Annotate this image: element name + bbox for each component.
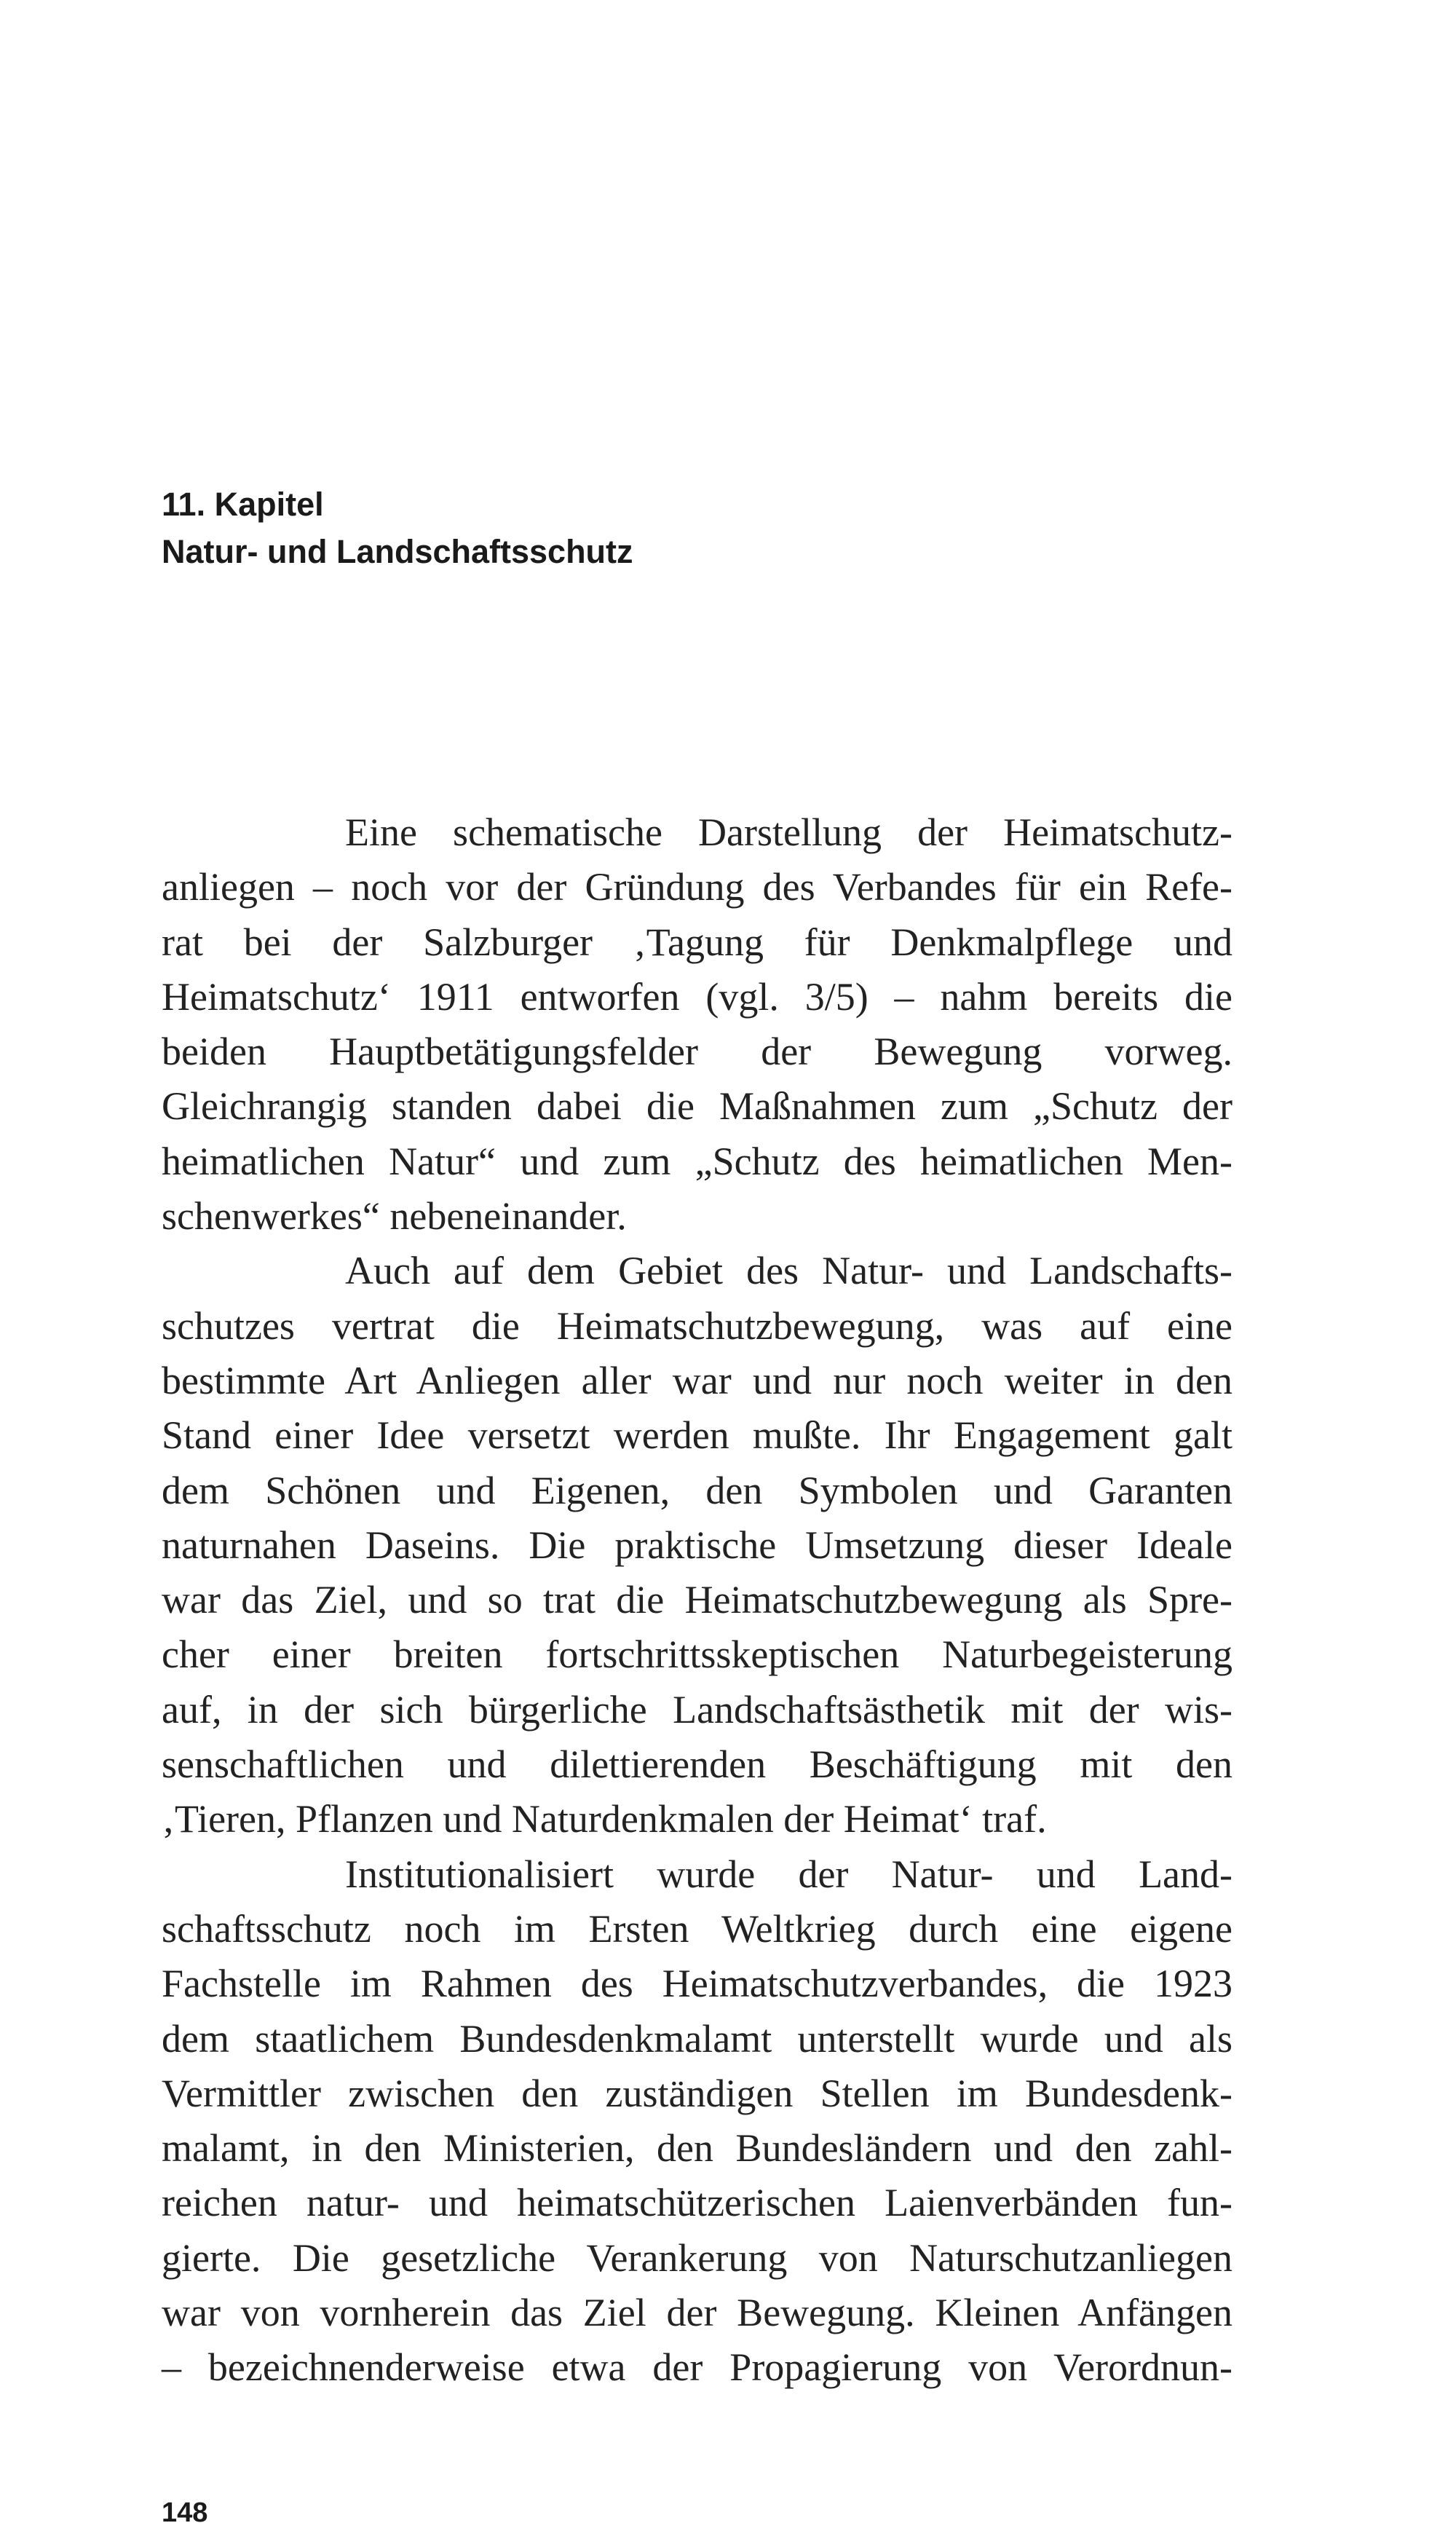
text-line: naturnahen Daseins. Die praktische Umsetzung dieser Ideale (162, 1523, 1233, 1567)
text-line: schutzes vertrat die Heimatschutzbewegung, was auf eine (162, 1303, 1233, 1348)
text-line: war von vornherein das Ziel der Bewegung. Kleinen Anfängen (162, 2291, 1233, 2335)
text-line: Stand einer Idee versetzt werden mußte. Ihr Engagement galt (162, 1413, 1233, 1458)
text-line: – bezeichnenderweise etwa der Propagierung von Verordnun- (162, 2345, 1233, 2390)
text-line: Gleichrangig standen dabei die Maßnahmen zum „Schutz der (162, 1084, 1233, 1129)
chapter-title: Natur- und Landschaftsschutz (162, 533, 633, 570)
text-line: gierte. Die gesetzliche Verankerung von Naturschutzanliegen (162, 2235, 1233, 2280)
text-line: Heimatschutz‘ 1911 entworfen (vgl. 3/5) – nahm bereits die (162, 974, 1233, 1019)
text-line: senschaftlichen und dilettierenden Beschäftigung mit den (162, 1742, 1233, 1787)
text-line: auf, in der sich bürgerliche Landschaftsästhetik mit der wis- (162, 1687, 1233, 1732)
text-line: Vermittler zwischen den zuständigen Stellen im Bundesdenk- (162, 2071, 1233, 2115)
chapter-number: 11. Kapitel (162, 486, 324, 523)
text-line: heimatlichen Natur“ und zum „Schutz des heimatlichen Men- (162, 1139, 1233, 1183)
text-line: reichen natur- und heimatschützerischen Laienverbänden fun- (162, 2181, 1233, 2225)
paragraph (162, 805, 1233, 1244)
paragraph (162, 1847, 1233, 2396)
text-line: dem Schönen und Eigenen, den Symbolen und Garanten (162, 1468, 1233, 1512)
text-line: anliegen – noch vor der Gründung des Verbandes für ein Refe- (162, 865, 1233, 909)
text-line: war das Ziel, und so trat die Heimatschutzbewegung als Spre- (162, 1578, 1233, 1622)
text-line: Auch auf dem Gebiet des Natur- und Landschafts- (345, 1249, 1233, 1293)
text-line: Eine schematische Darstellung der Heimatschutz- (345, 810, 1233, 854)
text-line: cher einer breiten fortschrittsskeptischen Naturbegeisterung (162, 1632, 1233, 1677)
body-text (162, 805, 1233, 2396)
text-line: Institutionalisiert wurde der Natur- und Land- (345, 1852, 1233, 1896)
text-line: bestimmte Art Anliegen aller war und nur noch weiter in den (162, 1358, 1233, 1402)
text-line: rat bei der Salzburger ‚Tagung für Denkmalpflege und (162, 920, 1233, 964)
text-line: beiden Hauptbetätigungsfelder der Bewegung vorweg. (162, 1030, 1233, 1074)
text-line: dem staatlichem Bundesdenkmalamt unterstellt wurde und als (162, 2016, 1233, 2061)
page-number: 148 (162, 2497, 208, 2528)
text-line: ‚Tieren, Pflanzen und Naturdenkmalen der Heimat‘ traf. (162, 1797, 1047, 1841)
text-line: malamt, in den Ministerien, den Bundesländern und den zahl- (162, 2126, 1233, 2171)
text-line: schaftsschutz noch im Ersten Weltkrieg durch eine eigene (162, 1906, 1233, 1951)
text-line: schenwerkes“ nebeneinander. (162, 1194, 627, 1239)
paragraph (162, 1244, 1233, 1847)
text-line: Fachstelle im Rahmen des Heimatschutzverbandes, die 1923 (162, 1962, 1233, 2006)
